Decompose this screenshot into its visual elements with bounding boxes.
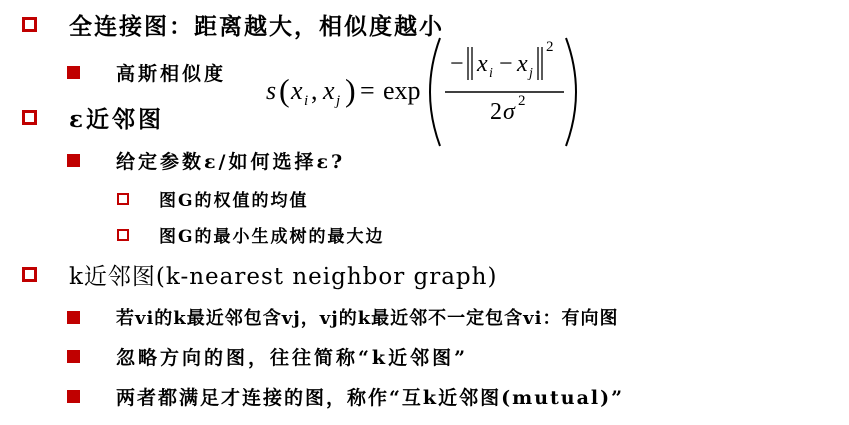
numerator-power: 2 (546, 39, 554, 55)
denominator-sigma: σ (503, 99, 515, 125)
item-text: 图G的权值的均值 (159, 191, 309, 211)
formula-x1: x (291, 76, 303, 105)
formula-equals: = (360, 76, 375, 105)
item-text: ε近邻图 (69, 106, 164, 133)
formula-lparen: ( (279, 72, 290, 108)
numerator-sub-i: i (489, 66, 493, 81)
item-text: k近邻图(k-nearest neighbor graph) (69, 264, 498, 290)
bullet-item-directed-graph (67, 304, 618, 330)
bullet-item-knn-graph (22, 258, 497, 291)
item-text: 若vi的k最近邻包含vj，vj的k最近邻不一定包含vi：有向图 (116, 308, 619, 329)
hollow-square-bullet-icon (117, 193, 129, 205)
numerator-minus-2: − (499, 51, 513, 77)
hollow-square-bullet-icon (22, 267, 37, 282)
formula-exp: exp (383, 76, 421, 105)
bullet-item-epsilon-neighborhood (22, 101, 164, 134)
formula-sub-i: i (304, 93, 309, 109)
item-text: 忽略方向的图，往往简称“k近邻图” (116, 347, 469, 369)
hollow-square-bullet-icon (22, 110, 37, 125)
formula-x2: x (323, 76, 335, 105)
item-text: 两者都满足才连接的图，称作“互k近邻图(mutual)” (116, 387, 625, 409)
formula-sub-j: j (336, 93, 341, 109)
big-left-paren (430, 38, 440, 146)
gaussian-similarity-formula (262, 36, 592, 148)
bullet-item-undirected-knn (67, 343, 468, 370)
item-text: 全连接图：距离越大，相似度越小 (69, 13, 444, 40)
hollow-square-bullet-icon (117, 229, 129, 241)
bullet-item-mst-max-edge (117, 222, 385, 247)
big-right-paren (566, 38, 576, 146)
denominator-two: 2 (490, 99, 502, 125)
denominator-power: 2 (518, 93, 526, 109)
bullet-item-gaussian-similarity (67, 59, 226, 86)
numerator-x1: x (477, 51, 488, 77)
numerator-x2: x (517, 51, 528, 77)
hollow-square-bullet-icon (22, 17, 37, 32)
formula-graphics (262, 36, 592, 148)
formula-comma: , (311, 76, 318, 105)
formula-rparen: ) (345, 72, 356, 108)
numerator-sub-j: j (529, 66, 533, 81)
filled-square-bullet-icon (67, 390, 80, 403)
filled-square-bullet-icon (67, 311, 80, 324)
numerator-minus: − (450, 51, 464, 77)
bullet-item-choose-epsilon (67, 147, 345, 174)
filled-square-bullet-icon (67, 154, 80, 167)
item-text: 高斯相似度 (116, 63, 227, 85)
item-text: 给定参数ε/如何选择ε? (116, 151, 346, 173)
item-text: 图G的最小生成树的最大边 (159, 227, 385, 247)
bullet-item-mutual-knn (67, 383, 624, 410)
filled-square-bullet-icon (67, 66, 80, 79)
filled-square-bullet-icon (67, 350, 80, 363)
formula-s: s (266, 76, 277, 105)
bullet-item-weight-mean (117, 186, 309, 211)
